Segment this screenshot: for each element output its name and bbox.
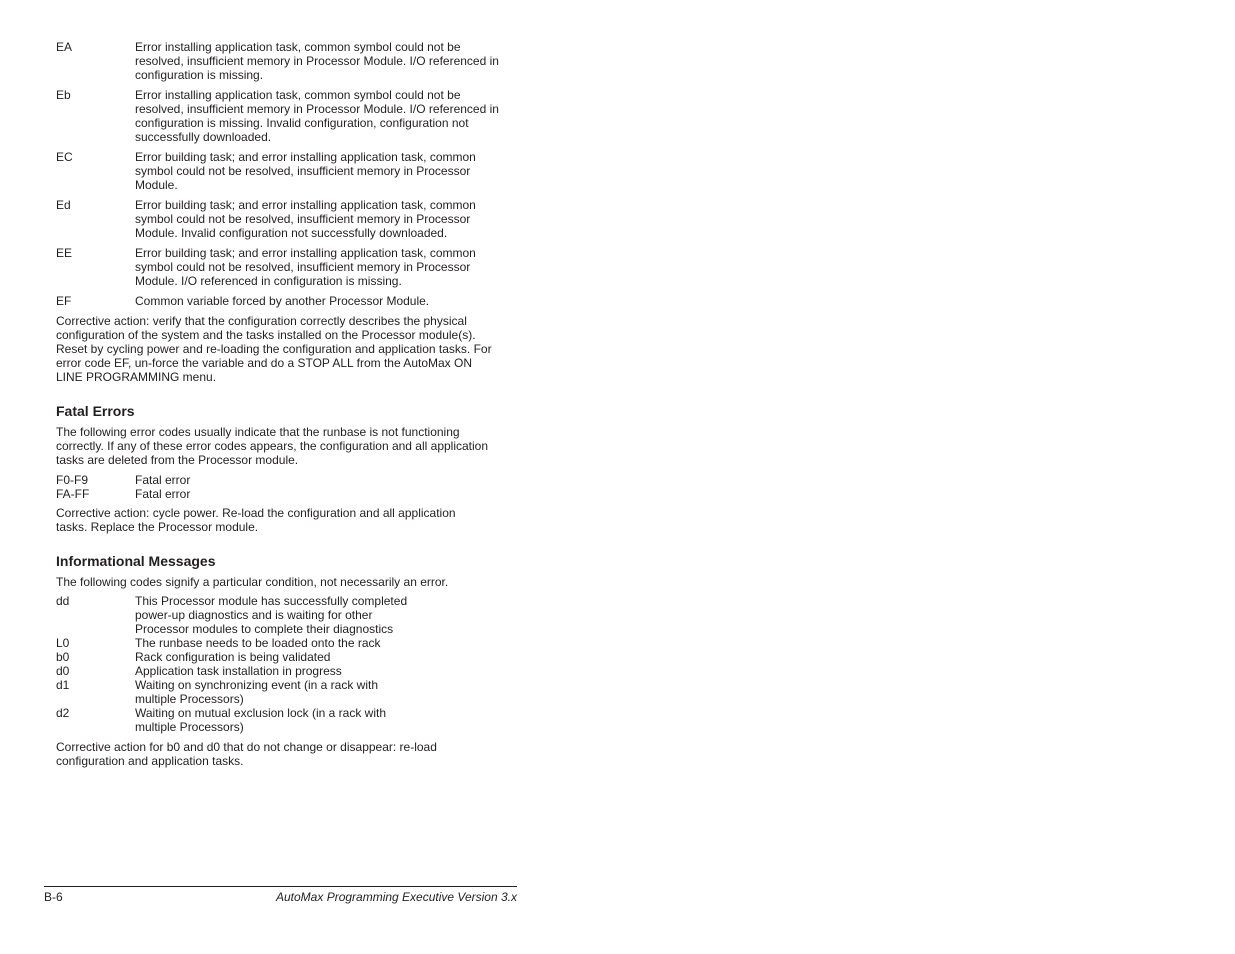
info-code-row	[56, 650, 508, 664]
informational-messages-heading: Informational Messages	[56, 553, 216, 569]
error-code-row	[56, 40, 508, 82]
error-code-row	[56, 150, 508, 192]
info-code-row	[56, 706, 508, 734]
fatal-code-row	[56, 487, 508, 501]
fatal-description: Fatal error	[135, 487, 191, 501]
fatal-errors-intro: The following error codes usually indicate that the runbase is not functioning correctly. If any of these error codes appears, the configuration and all application tasks are deleted from the Processor module.	[56, 425, 489, 467]
error-code: EE	[56, 246, 73, 260]
error-description: Error building task; and error installing application task, common symbol could not be resolved, insufficient memory in Processor Module.	[135, 150, 476, 192]
error-corrective-action: Corrective action: verify that the configuration correctly describes the physical configuration of the system and the tasks installed on the Processor module(s). Reset by cycling power and re-loading the configuration and application tasks. For error code EF, un-force the variable and do a STOP ALL from the AutoMax ON LINE PROGRAMMING menu.	[56, 314, 492, 384]
error-code: Ed	[56, 198, 71, 212]
informational-intro: The following codes signify a particular condition, not necessarily an error.	[56, 575, 449, 589]
error-description: Error installing application task, common symbol could not be resolved, insufficient memory in Processor Module. I/O referenced in configuration is missing.	[135, 40, 499, 82]
info-code: dd	[56, 594, 70, 608]
error-code: EF	[56, 294, 72, 308]
fatal-code-row	[56, 473, 508, 487]
info-description: Waiting on synchronizing event (in a rack with multiple Processors)	[135, 678, 378, 706]
info-description: Waiting on mutual exclusion lock (in a rack with multiple Processors)	[135, 706, 386, 734]
document-page	[56, 40, 508, 768]
fatal-code: FA-FF	[56, 487, 90, 501]
footer-rule	[44, 886, 517, 887]
error-code-row	[56, 246, 508, 288]
info-description: The runbase needs to be loaded onto the rack	[135, 636, 381, 650]
fatal-description: Fatal error	[135, 473, 191, 487]
info-code-row	[56, 664, 508, 678]
info-description: Rack configuration is being validated	[135, 650, 331, 664]
error-description: Error building task; and error installing application task, common symbol could not be resolved, insufficient memory in Processor Module. Invalid configuration not successfully downloaded.	[135, 198, 476, 240]
info-code: d1	[56, 678, 70, 692]
error-code: Eb	[56, 88, 71, 102]
error-code: EC	[56, 150, 73, 164]
info-code: L0	[56, 636, 70, 650]
error-description: Common variable forced by another Processor Module.	[135, 294, 430, 308]
error-description: Error installing application task, common symbol could not be resolved, insufficient memory in Processor Module. I/O referenced in configuration is missing. Invalid configuration, configuration not successfully downloaded.	[135, 88, 499, 144]
info-code-row	[56, 636, 508, 650]
page-number: B-6	[44, 890, 63, 904]
info-code: b0	[56, 650, 70, 664]
info-description: This Processor module has successfully completed power-up diagnostics and is waiting for other Processor modules to complete their diagnostics	[135, 594, 408, 636]
error-code-row	[56, 198, 508, 240]
info-description: Application task installation in progress	[135, 664, 342, 678]
info-code-row	[56, 594, 508, 636]
error-code-row	[56, 88, 508, 144]
fatal-corrective-action: Corrective action: cycle power. Re-load the configuration and all application tasks. Replace the Processor module.	[56, 506, 456, 534]
info-code: d0	[56, 664, 70, 678]
info-code-row	[56, 678, 508, 706]
info-corrective-action: Corrective action for b0 and d0 that do not change or disappear: re-load configuration and application tasks.	[56, 740, 437, 768]
info-code: d2	[56, 706, 70, 720]
error-code-row	[56, 294, 508, 308]
error-code: EA	[56, 40, 73, 54]
fatal-errors-heading: Fatal Errors	[56, 403, 135, 419]
footer-title: AutoMax Programming Executive Version 3.x	[276, 890, 517, 904]
error-description: Error building task; and error installing application task, common symbol could not be resolved, insufficient memory in Processor Module. I/O referenced in configuration is missing.	[135, 246, 476, 288]
fatal-code: F0-F9	[56, 473, 89, 487]
